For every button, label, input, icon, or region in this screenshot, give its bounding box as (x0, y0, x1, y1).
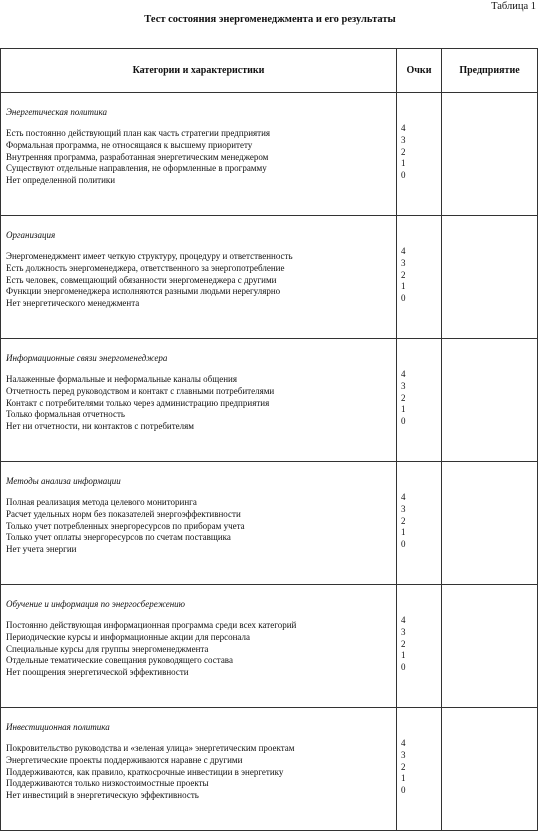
energy-management-test-table (0, 48, 538, 831)
characteristic-item: Отчетность перед руководством и контакт с главными потребителями (6, 385, 275, 396)
characteristic-item: Существуют отдельные направления, не оформленные в программу (6, 163, 267, 174)
characteristic-item: Поддерживаются только низкостоимостные проекты (6, 778, 209, 789)
header-points: Очки (397, 49, 442, 93)
points-cell (397, 216, 442, 339)
points-cell (397, 708, 442, 831)
score-value: 2 (401, 146, 406, 157)
score-value: 1 (401, 281, 406, 292)
score-value: 1 (401, 404, 406, 415)
categories-cell (1, 93, 397, 216)
characteristic-item: Функции энергоменеджера исполняются разными людьми нерегулярно (6, 286, 281, 297)
characteristic-item: Покровительство руководства и «зеленая улица» энергетическим проектам (6, 743, 295, 753)
score-value: 4 (401, 246, 406, 256)
characteristic-item: Нет инвестиций в энергетическую эффективность (6, 790, 199, 801)
section-row (1, 216, 538, 339)
categories-cell (1, 708, 397, 831)
score-list (401, 615, 441, 674)
category-title: Информационные связи энергоменеджера (6, 353, 168, 363)
score-value: 2 (401, 269, 406, 280)
characteristics-list (6, 128, 396, 187)
score-list (401, 123, 441, 182)
characteristic-item: Есть постоянно действующий план как часть стратегии предприятия (6, 128, 271, 138)
enterprise-cell (442, 462, 538, 585)
table-body (1, 93, 538, 831)
points-cell (397, 93, 442, 216)
characteristic-item: Контакт с потребителями только через администрацию предприятия (6, 397, 270, 408)
score-value: 1 (401, 527, 406, 538)
score-list (401, 369, 441, 428)
enterprise-cell (442, 585, 538, 708)
score-value: 0 (401, 416, 406, 427)
section-row (1, 93, 538, 216)
characteristic-item: Нет энергетического менеджмента (6, 298, 140, 309)
characteristic-item: Только учет потребленных энергоресурсов по приборам учета (6, 520, 245, 531)
section-row (1, 339, 538, 462)
points-cell (397, 339, 442, 462)
score-value: 2 (401, 638, 406, 649)
header-categories: Категории и характеристики (1, 49, 397, 93)
characteristic-item: Нет учета энергии (6, 544, 77, 555)
characteristic-item: Расчет удельных норм без показателей энергоэффективности (6, 508, 241, 519)
characteristic-item: Формальная программа, не относящаяся к высшему приоритету (6, 139, 253, 150)
score-value: 0 (401, 662, 406, 673)
score-value: 4 (401, 492, 406, 502)
characteristics-list (6, 497, 396, 556)
score-value: 4 (401, 369, 406, 379)
score-value: 1 (401, 773, 406, 784)
characteristic-item: Есть человек, совмещающий обязанности энергоменеджера с другими (6, 274, 277, 285)
characteristic-item: Отдельные тематические совещания руководящего состава (6, 655, 233, 666)
characteristics-list (6, 743, 396, 802)
characteristic-item: Внутренняя программа, разработанная энергетическим менеджером (6, 151, 269, 162)
characteristic-item: Есть должность энергоменеджера, ответственного за энергопотребление (6, 262, 285, 273)
categories-cell (1, 216, 397, 339)
characteristic-item: Налаженные формальные и неформальные каналы общения (6, 374, 237, 384)
characteristic-item: Только учет оплаты энергоресурсов по счетам поставщика (6, 532, 231, 543)
category-title: Организация (6, 230, 56, 240)
characteristic-item: Специальные курсы для группы энергоменеджмента (6, 643, 209, 654)
characteristic-item: Энергетические проекты поддерживаются наравне с другими (6, 754, 243, 765)
score-value: 4 (401, 615, 406, 625)
table-label: Таблица 1 (491, 1, 536, 12)
characteristic-item: Только формальная отчетность (6, 409, 126, 420)
score-value: 4 (401, 123, 406, 133)
categories-cell (1, 339, 397, 462)
characteristics-list (6, 251, 396, 310)
points-cell (397, 462, 442, 585)
category-title: Инвестиционная политика (6, 722, 110, 732)
score-value: 0 (401, 293, 406, 304)
section-row (1, 585, 538, 708)
score-value: 1 (401, 158, 406, 169)
characteristic-item: Поддерживаются, как правило, краткосрочные инвестиции в энергетику (6, 766, 284, 777)
characteristic-item: Энергоменеджмент имеет четкую структуру, процедуру и ответственность (6, 251, 293, 261)
score-value: 2 (401, 392, 406, 403)
characteristics-list (6, 620, 396, 679)
score-value: 3 (401, 749, 406, 760)
categories-cell (1, 585, 397, 708)
score-value: 0 (401, 170, 406, 181)
enterprise-cell (442, 216, 538, 339)
score-list (401, 738, 441, 797)
score-value: 3 (401, 503, 406, 514)
score-list (401, 246, 441, 305)
header-row (1, 49, 538, 93)
score-value: 1 (401, 650, 406, 661)
score-value: 4 (401, 738, 406, 748)
score-value: 3 (401, 134, 406, 145)
score-value: 0 (401, 785, 406, 796)
category-title: Обучение и информация по энергосбережению (6, 599, 186, 609)
characteristics-list (6, 374, 396, 433)
enterprise-cell (442, 93, 538, 216)
score-value: 0 (401, 539, 406, 550)
section-row (1, 708, 538, 831)
category-title: Методы анализа информации (6, 476, 121, 486)
points-cell (397, 585, 442, 708)
score-value: 3 (401, 626, 406, 637)
enterprise-cell (442, 708, 538, 831)
table-title: Тест состояния энергоменеджмента и его результаты (144, 14, 396, 25)
characteristic-item: Периодические курсы и информационные акции для персонала (6, 631, 250, 642)
characteristic-item: Нет поощрения энергетической эффективности (6, 667, 189, 678)
score-value: 2 (401, 515, 406, 526)
header-enterprise: Предприятие (442, 49, 538, 93)
section-row (1, 462, 538, 585)
characteristic-item: Постоянно действующая информационная программа среди всех категорий (6, 620, 297, 630)
enterprise-cell (442, 339, 538, 462)
categories-cell (1, 462, 397, 585)
characteristic-item: Полная реализация метода целевого мониторинга (6, 497, 197, 507)
score-value: 3 (401, 380, 406, 391)
characteristic-item: Нет ни отчетности, ни контактов с потребителям (6, 421, 194, 432)
score-list (401, 492, 441, 551)
characteristic-item: Нет определенной политики (6, 175, 116, 186)
score-value: 2 (401, 761, 406, 772)
score-value: 3 (401, 257, 406, 268)
category-title: Энергетическая политика (6, 107, 108, 117)
